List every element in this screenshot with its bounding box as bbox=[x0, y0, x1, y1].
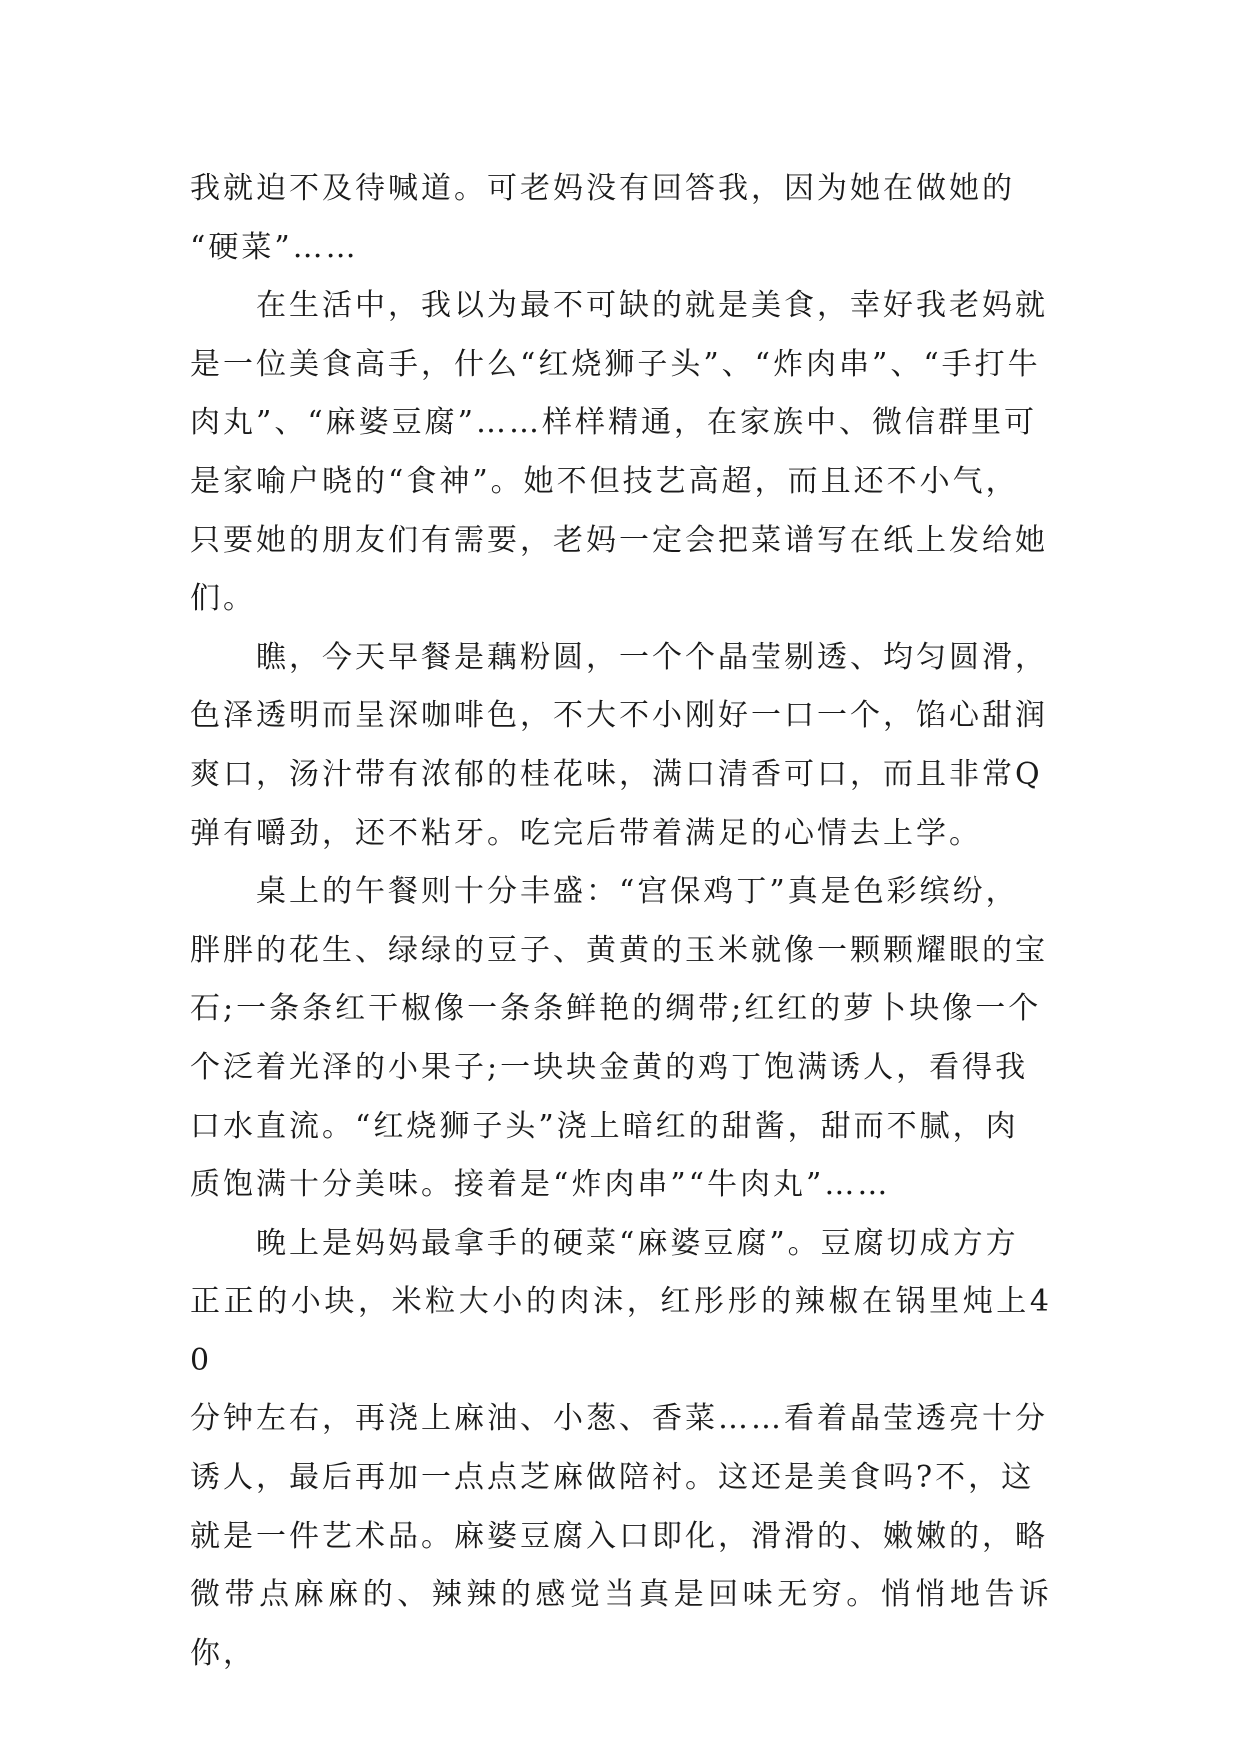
paragraph-4: 桌上的午餐则十分丰盛：“宫保鸡丁”真是色彩缤纷， 胖胖的花生、绿绿的豆子、黄黄的玉米就像一颗颗耀眼的宝 石;一条条红干椒像一条条鲜艳的绸带;红红的萝卜块像一个 个泛着光泽的小果子;一块块金黄的鸡丁饱满诱人，看得我 口水直流。“红烧狮子头”浇上暗红的甜酱，甜而不腻，肉 质饱满十分美味。接着是“炸肉串”“牛肉丸”…… bbox=[190, 874, 1048, 1203]
paragraph-2: 在生活中，我以为最不可缺的就是美食，幸好我老妈就 是一位美食高手，什么“红烧狮子头”、“炸肉串”、“手打牛 肉丸”、“麻婆豆腐”……样样精通，在家族中、微信群里可 是家喻户晓的“食神”。她不但技艺高超，而且还不小气， 只要她的朋友们有需要，老妈一定会把菜谱写在纸上发给她 们。 bbox=[190, 288, 1048, 617]
document-body bbox=[190, 160, 1052, 1683]
paragraph-5: 晚上是妈妈最拿手的硬菜“麻婆豆腐”。豆腐切成方方 正正的小块，米粒大小的肉沫，红彤彤的辣椒在锅里炖上40 分钟左右，再浇上麻油、小葱、香菜……看着晶莹透亮十分 诱人，最后再加一点点芝麻做陪衬。这还是美食吗?不，这 就是一件艺术品。麻婆豆腐入口即化，滑滑的、嫩嫩的，略 微带点麻麻的、辣辣的感觉当真是回味无穷。悄悄地告诉你， bbox=[190, 1225, 1052, 1671]
paragraph-1: 我就迫不及待喊道。可老妈没有回答我，因为她在做她的 “硬菜”…… bbox=[190, 171, 1015, 265]
paragraph-3: 瞧，今天早餐是藕粉圆，一个个晶莹剔透、均匀圆滑， 色泽透明而呈深咖啡色，不大不小刚好一口一个，馅心甜润 爽口，汤汁带有浓郁的桂花味，满口清香可口，而且非常Q 弹有嚼劲，还不粘牙。吃完后带着满足的心情去上学。 bbox=[190, 639, 1048, 851]
